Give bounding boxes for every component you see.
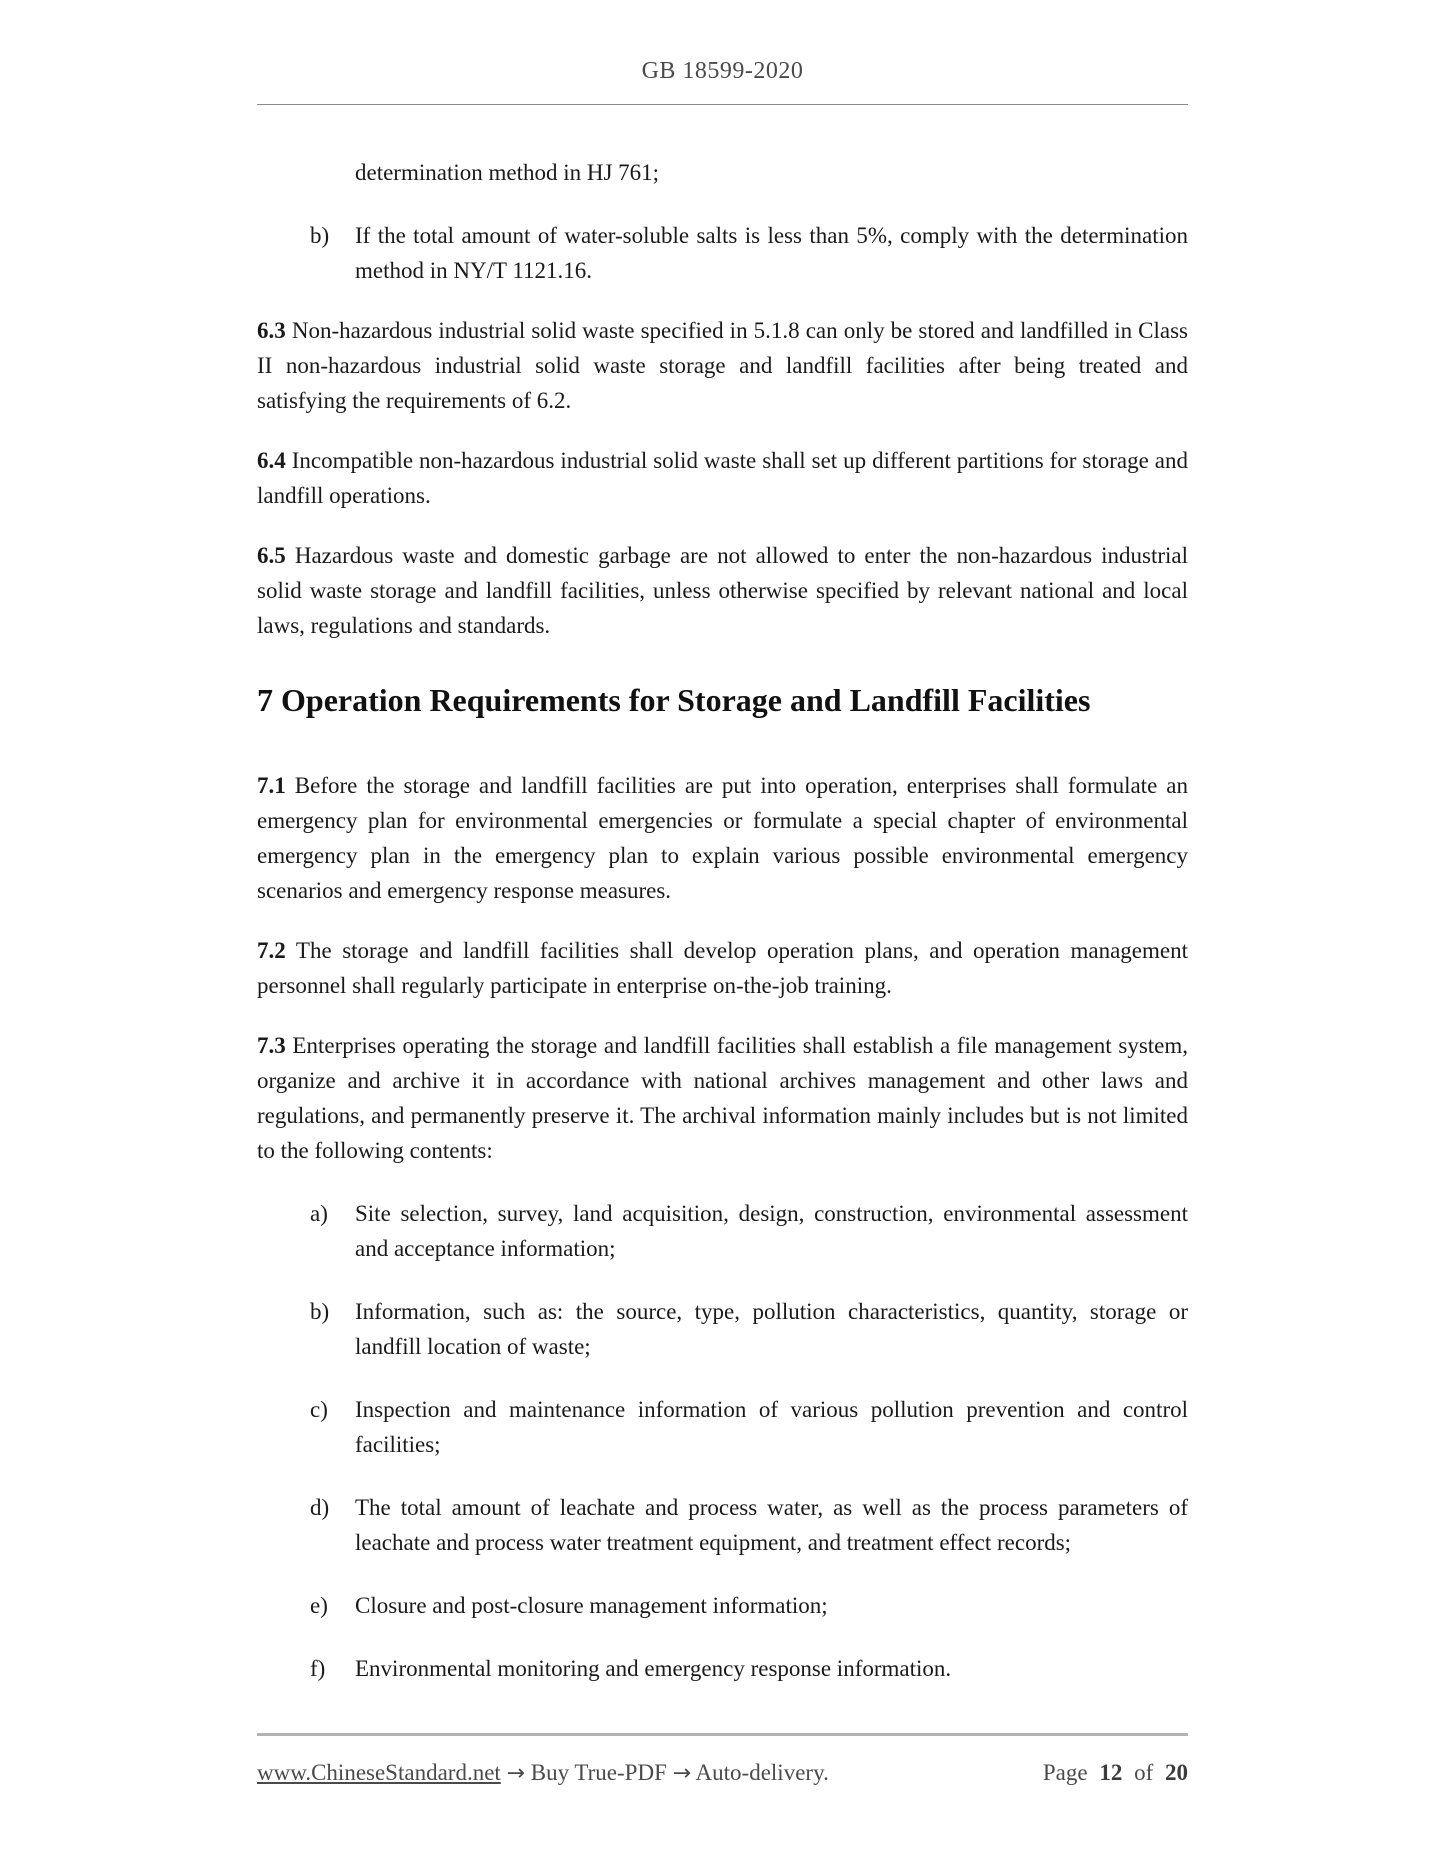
- clause-number: 7.1: [257, 773, 286, 798]
- footer-rule: [257, 1733, 1188, 1736]
- list-item-text: Inspection and maintenance information of various pollution prevention and control facilities;: [355, 1397, 1188, 1457]
- page-indicator: [1043, 1758, 1188, 1788]
- clause-text: Enterprises operating the storage and landfill facilities shall establish a file management system, organize and archive it in accordance with national archives management and other laws and regulations, and permanently preserve it. The archival information mainly includes but is not limited to the following contents:: [257, 1033, 1189, 1163]
- paragraph-6-3: [257, 313, 1188, 418]
- footer-site-link[interactable]: www.ChineseStandard.net: [257, 1760, 501, 1785]
- clause-text: Incompatible non-hazardous industrial solid waste shall set up different partitions for storage and landfill operations.: [257, 448, 1189, 508]
- clause-number: 7.2: [257, 938, 286, 963]
- clause-number: 6.4: [257, 448, 286, 473]
- footer-left: [257, 1758, 829, 1789]
- list-marker: d): [310, 1495, 330, 1520]
- list-marker: c): [310, 1397, 328, 1422]
- list-item-b-top: [257, 218, 1188, 288]
- list-item: [257, 1294, 1188, 1364]
- total-pages: 20: [1165, 1760, 1188, 1785]
- list-marker: e): [310, 1593, 328, 1618]
- archive-list: [257, 1196, 1188, 1686]
- of-label: of: [1134, 1760, 1154, 1785]
- list-marker: a): [310, 1201, 328, 1226]
- list-item: [257, 1588, 1188, 1623]
- clause-number: 6.5: [257, 543, 286, 568]
- list-item-text: If the total amount of water-soluble salts is less than 5%, comply with the determination method in NY/T 1121.16.: [355, 223, 1188, 283]
- paragraph-7-3: [257, 1028, 1188, 1168]
- clause-text: Before the storage and landfill facilities are put into operation, enterprises shall formulate an emergency plan for environmental emergencies or formulate a special chapter of environmental emergency plan in the emergency plan to explain various possible environmental emergency scenarios and emergency response measures.: [257, 773, 1189, 903]
- list-item: [257, 1490, 1188, 1560]
- list-item-a-continuation: determination method in HJ 761;: [355, 160, 660, 185]
- doc-number: GB 18599-2020: [641, 58, 804, 84]
- list-marker: b): [310, 223, 330, 248]
- list-item: [257, 1196, 1188, 1266]
- clause-text: The storage and landfill facilities shall develop operation plans, and operation management personnel shall regularly participate in enterprise on-the-job training.: [257, 938, 1188, 998]
- header-rule: [257, 104, 1188, 105]
- footer-delivery-text: Auto-delivery.: [695, 1760, 829, 1785]
- footer-row: [257, 1758, 1188, 1789]
- list-marker: b): [310, 1299, 330, 1324]
- right-arrow-icon: →: [506, 1761, 525, 1786]
- list-item-text: The total amount of leachate and process water, as well as the process parameters of leachate and process water treatment equipment, and treatment effect records;: [355, 1495, 1188, 1555]
- page-label: Page: [1042, 1760, 1088, 1785]
- paragraph-6-4: [257, 443, 1188, 513]
- list-item-text: Closure and post-closure management information;: [355, 1593, 828, 1618]
- section-7-heading: 7 Operation Requirements for Storage and Landfill Facilities: [257, 682, 1091, 718]
- page-header: [0, 0, 1445, 105]
- page-body: [257, 155, 1188, 1686]
- paragraph-7-2: [257, 933, 1188, 1003]
- right-arrow-icon: →: [672, 1761, 692, 1786]
- list-item: [257, 1651, 1188, 1686]
- list-marker: f): [310, 1656, 326, 1681]
- list-item-text: Environmental monitoring and emergency response information.: [355, 1656, 952, 1681]
- clause-number: 7.3: [257, 1033, 286, 1058]
- clause-number: 6.3: [257, 318, 286, 343]
- paragraph-7-1: [257, 768, 1188, 908]
- list-item: [257, 1392, 1188, 1462]
- list-item-text: Information, such as: the source, type, pollution characteristics, quantity, storage or landfill location of waste;: [355, 1299, 1188, 1359]
- footer-buy-text: Buy True-PDF: [530, 1760, 667, 1785]
- page-footer: [257, 1733, 1188, 1789]
- clause-text: Hazardous waste and domestic garbage are not allowed to enter the non-hazardous industrial solid waste storage and landfill facilities, unless otherwise specified by relevant national and local laws, regulations and standards.: [257, 543, 1188, 638]
- page-number: 12: [1099, 1760, 1123, 1785]
- list-item-text: Site selection, survey, land acquisition, design, construction, environmental assessment and acceptance information;: [355, 1201, 1188, 1261]
- paragraph-6-5: [257, 538, 1188, 643]
- clause-text: Non-hazardous industrial solid waste specified in 5.1.8 can only be stored and landfilled in Class II non-hazardous industrial solid waste storage and landfill facilities after being treated and satisfying the requirements of 6.2.: [257, 318, 1188, 413]
